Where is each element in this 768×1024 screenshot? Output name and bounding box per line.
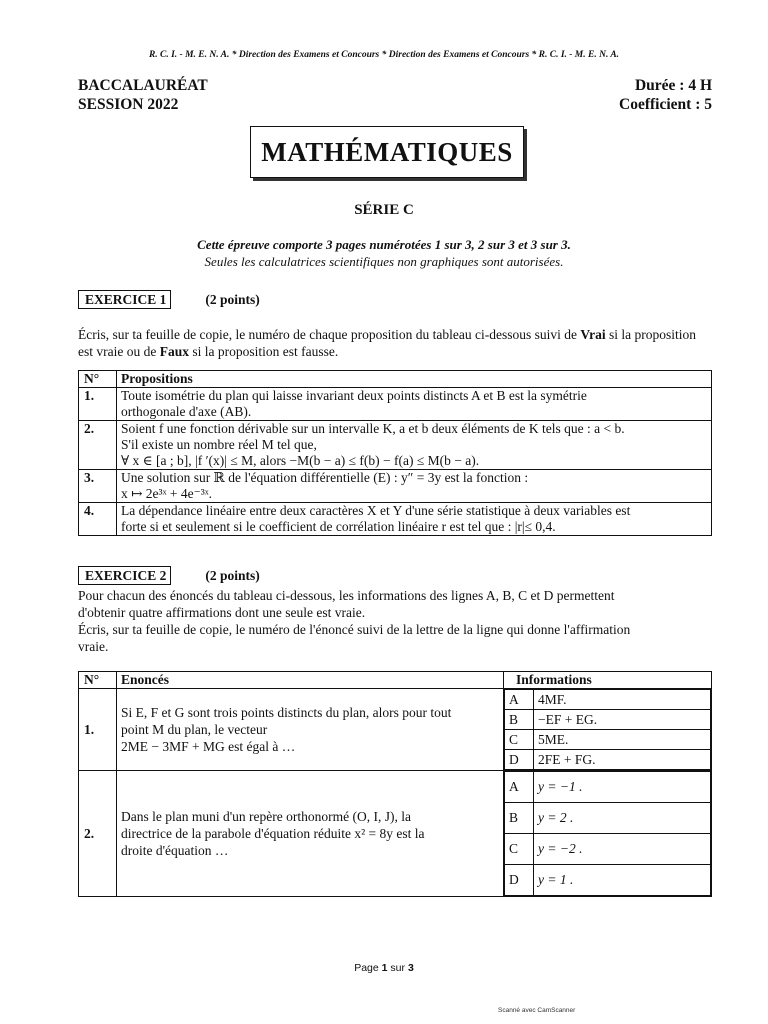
option-row — [505, 710, 711, 730]
option-text: y = −2 . — [534, 834, 711, 865]
page-title: MATHÉMATIQUES — [250, 126, 524, 178]
exam-coefficient: Coefficient : 5 — [619, 96, 712, 113]
instruction-text: si la proposition est fausse. — [188, 344, 339, 359]
enonce-line: droite d'équation … — [121, 843, 229, 858]
enonce-line: point M du plan, le vecteur — [121, 722, 268, 737]
options-table — [504, 771, 711, 896]
exercise2-heading — [78, 566, 260, 585]
intro-pages: Cette épreuve comporte 3 pages numérotées 1 sur 3, 2 sur 3 et 3 sur 3. — [197, 237, 571, 252]
instruction-line: Pour chacun des énoncés du tableau ci-dessous, les informations des lignes A, B, C et D permettent — [78, 588, 615, 603]
page-total: 3 — [407, 962, 414, 974]
option-letter: D — [505, 865, 534, 896]
options-table — [504, 689, 711, 770]
top-banner: R. C. I. - M. E. N. A. * Direction des Examens et Concours * Direction des Examens et Concours * R. C. I. - M. E. N. A. — [148, 50, 620, 60]
intro-calculators: Seules les calculatrices scientifiques non graphiques sont autorisées. — [204, 254, 564, 269]
option-text: 5ME. — [534, 730, 711, 750]
option-letter: D — [505, 750, 534, 770]
col-propositions-header: Propositions — [117, 371, 712, 388]
option-text: y = −1 . — [534, 772, 711, 803]
option-row — [505, 730, 711, 750]
option-letter: B — [505, 803, 534, 834]
col-enonces-header: Enoncés — [117, 672, 504, 689]
instruction-text: Écris, sur ta feuille de copie, le numéro de chaque proposition du tableau ci-dessous suivi de — [78, 327, 581, 342]
row-number: 2. — [79, 421, 117, 470]
proposition-line: Soient f une fonction dérivable sur un intervalle K, a et b deux éléments de K tels que : a < b. — [121, 421, 625, 436]
exercise1-label: EXERCICE 1 — [78, 290, 171, 309]
option-row — [505, 750, 711, 770]
row-number: 4. — [79, 503, 117, 536]
exercise2-table — [78, 671, 712, 897]
option-row — [505, 690, 711, 710]
col-informations-header: Informations — [504, 672, 712, 689]
table-row — [79, 771, 712, 897]
table-header-row — [79, 672, 712, 689]
proposition-line: x ↦ 2e³ˣ + 4e⁻³ˣ. — [121, 486, 213, 501]
col-num-header: N° — [79, 371, 117, 388]
exam-info-right — [619, 76, 712, 114]
proposition-line: orthogonale d'axe (AB). — [121, 404, 252, 419]
exam-session: SESSION 2022 — [78, 96, 179, 113]
exercise1-points: (2 points) — [205, 291, 260, 307]
exercise2-points: (2 points) — [205, 567, 260, 583]
exercise2-label: EXERCICE 2 — [78, 566, 171, 585]
exam-intro — [0, 236, 768, 270]
exam-duration: Durée : 4 H — [634, 77, 712, 94]
faux-keyword: Faux — [159, 344, 189, 359]
proposition-line: S'il existe un nombre réel M tel que, — [121, 437, 317, 452]
option-letter: A — [505, 690, 534, 710]
option-letter: B — [505, 710, 534, 730]
exercise1-instruction — [78, 326, 712, 360]
footer-text: Page — [354, 962, 382, 974]
footer-text: sur — [387, 962, 408, 974]
option-letter: C — [505, 834, 534, 865]
option-row — [505, 803, 711, 834]
proposition-cell — [117, 470, 712, 503]
table-row — [79, 503, 712, 536]
serie-label: SÉRIE C — [354, 202, 414, 218]
exercise1-heading — [78, 290, 260, 309]
row-number: 3. — [79, 470, 117, 503]
proposition-cell — [117, 388, 712, 421]
enonce-line: directrice de la parabole d'équation réduite x² = 8y est la — [121, 826, 425, 841]
row-number: 2. — [79, 771, 117, 897]
enonce-cell — [117, 771, 504, 897]
vrai-keyword: Vrai — [580, 327, 606, 342]
instruction-line: d'obtenir quatre affirmations dont une seule est vraie. — [78, 605, 366, 620]
option-row — [505, 834, 711, 865]
table-row — [79, 388, 712, 421]
enonce-line: Dans le plan muni d'un repère orthonormé (O, I, J), la — [121, 809, 411, 824]
proposition-line: Une solution sur ℝ de l'équation différentielle (E) : y″ = 3y est la fonction : — [121, 470, 529, 485]
enonce-line: Si E, F et G sont trois points distincts du plan, alors pour tout — [121, 705, 452, 720]
option-text: y = 1 . — [534, 865, 711, 896]
row-number: 1. — [79, 388, 117, 421]
row-number: 1. — [79, 689, 117, 771]
proposition-cell — [117, 421, 712, 470]
page-number: 1 — [381, 962, 388, 974]
option-letter: A — [505, 772, 534, 803]
informations-cell — [504, 689, 712, 771]
enonce-cell — [117, 689, 504, 771]
option-text: 4MF. — [534, 690, 711, 710]
proposition-cell — [117, 503, 712, 536]
option-text: −EF + EG. — [534, 710, 711, 730]
exercise1-table — [78, 370, 712, 536]
proposition-line: La dépendance linéaire entre deux caractères X et Y d'une série statistique à deux variables est — [121, 503, 631, 518]
table-row — [79, 470, 712, 503]
table-header-row — [79, 371, 712, 388]
exercise2-instruction — [78, 587, 718, 655]
instruction-line: Écris, sur ta feuille de copie, le numéro de l'énoncé suivi de la lettre de la ligne qui donne l'affirmation — [78, 622, 631, 637]
proposition-line: forte si et seulement si le coefficient de corrélation linéaire r est tel que : |r|≤ 0,4. — [121, 519, 556, 534]
enonce-line: 2ME − 3MF + MG est égal à … — [121, 739, 296, 754]
option-text: 2FE + FG. — [534, 750, 711, 770]
scanner-watermark: Scanné avec CamScanner — [498, 1007, 576, 1014]
table-row — [79, 421, 712, 470]
informations-cell — [504, 771, 712, 897]
option-row — [505, 772, 711, 803]
option-row — [505, 865, 711, 896]
option-letter: C — [505, 730, 534, 750]
col-num-header: N° — [79, 672, 117, 689]
table-row — [79, 689, 712, 771]
page-footer — [0, 962, 768, 974]
proposition-line: ∀ x ∈ [a ; b], |f ′(x)| ≤ M, alors −M(b − a) ≤ f(b) − f(a) ≤ M(b − a). — [121, 453, 480, 468]
instruction-line: vraie. — [78, 639, 109, 654]
proposition-line: Toute isométrie du plan qui laisse invariant deux points distincts A et B est la symétrie — [121, 388, 587, 403]
option-text: y = 2 . — [534, 803, 711, 834]
exam-type: BACCALAURÉAT — [78, 77, 208, 94]
instruction-text: si la proposition est vraie ou de — [78, 327, 696, 359]
exam-info-left — [78, 76, 208, 114]
